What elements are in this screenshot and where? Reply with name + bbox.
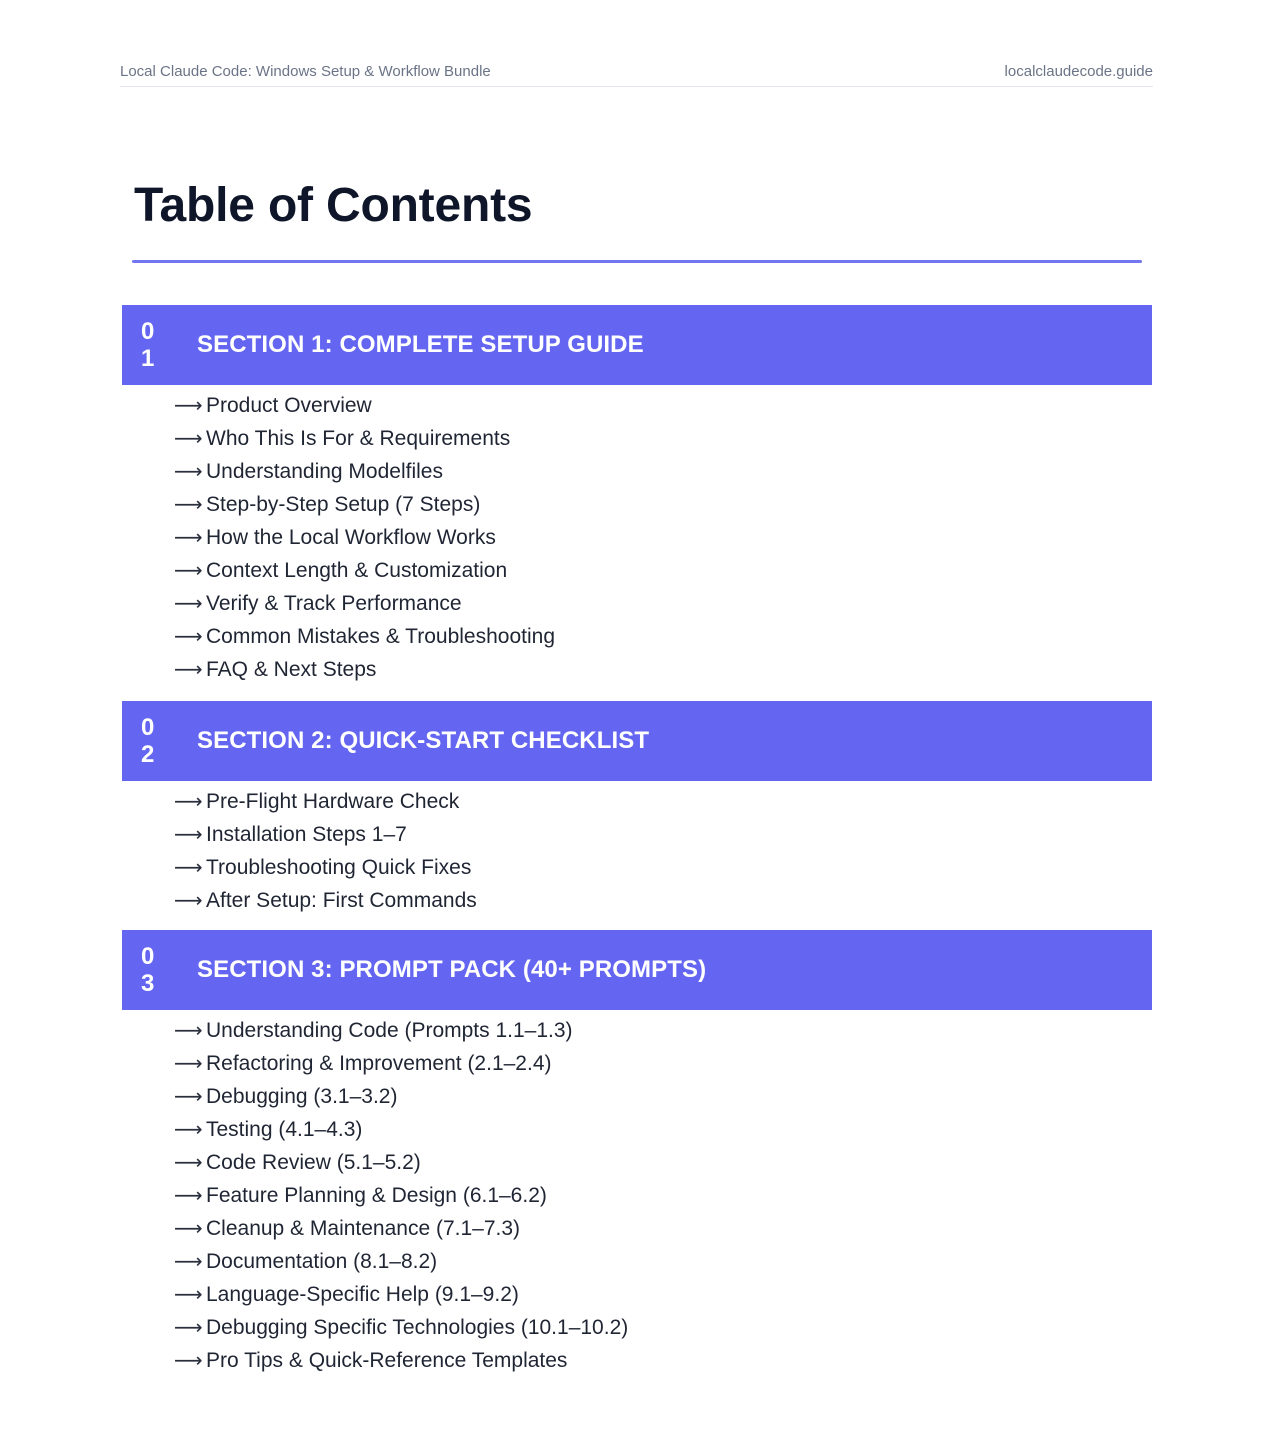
section-number: 0 2 [141, 714, 155, 768]
arrow-right-icon: ⟶ [174, 1283, 203, 1306]
arrow-right-icon: ⟶ [174, 1151, 203, 1174]
arrow-right-icon: ⟶ [174, 460, 203, 483]
arrow-right-icon: ⟶ [174, 1019, 203, 1042]
toc-item[interactable]: ⟶ Cleanup & Maintenance (7.1–7.3) [174, 1216, 521, 1240]
document-title-header: Local Claude Code: Windows Setup & Workflow Bundle [120, 63, 491, 80]
arrow-right-icon: ⟶ [174, 856, 203, 879]
toc-item[interactable]: ⟶ Understanding Code (Prompts 1.1–1.3) [174, 1018, 573, 1042]
section-title: SECTION 1: COMPLETE SETUP GUIDE [197, 331, 644, 358]
section-title: SECTION 2: QUICK-START CHECKLIST [197, 727, 650, 754]
toc-item[interactable]: ⟶ How the Local Workflow Works [174, 525, 496, 549]
toc-section-2 [122, 701, 1152, 917]
toc-item[interactable]: ⟶ FAQ & Next Steps [174, 657, 377, 681]
arrow-right-icon: ⟶ [174, 526, 203, 549]
arrow-right-icon: ⟶ [174, 559, 203, 582]
toc-section-1 [122, 305, 1152, 686]
toc-item[interactable]: ⟶ Code Review (5.1–5.2) [174, 1150, 421, 1174]
toc-item[interactable]: ⟶ Troubleshooting Quick Fixes [174, 855, 472, 879]
arrow-right-icon: ⟶ [174, 625, 203, 648]
toc-item[interactable]: ⟶ Feature Planning & Design (6.1–6.2) [174, 1183, 547, 1207]
toc-item[interactable]: ⟶ Product Overview [174, 393, 372, 417]
toc-item[interactable]: ⟶ Pre-Flight Hardware Check [174, 789, 460, 813]
arrow-right-icon: ⟶ [174, 1250, 203, 1273]
section-title: SECTION 3: PROMPT PACK (40+ PROMPTS) [197, 956, 707, 983]
toc-item[interactable]: ⟶ Verify & Track Performance [174, 591, 462, 615]
section-banner[interactable] [122, 930, 1152, 1010]
toc-item[interactable]: ⟶ Debugging Specific Technologies (10.1–10.2) [174, 1315, 629, 1339]
toc-item[interactable]: ⟶ Understanding Modelfiles [174, 459, 443, 483]
toc-item[interactable]: ⟶ Refactoring & Improvement (2.1–2.4) [174, 1051, 552, 1075]
arrow-right-icon: ⟶ [174, 1349, 203, 1372]
arrow-right-icon: ⟶ [174, 1217, 203, 1240]
arrow-right-icon: ⟶ [174, 1085, 203, 1108]
title-divider [132, 260, 1142, 263]
toc-item[interactable]: ⟶ Pro Tips & Quick-Reference Templates [174, 1348, 568, 1372]
arrow-right-icon: ⟶ [174, 592, 203, 615]
arrow-right-icon: ⟶ [174, 427, 203, 450]
section-banner[interactable] [122, 701, 1152, 781]
section-banner[interactable] [122, 305, 1152, 385]
toc-item[interactable]: ⟶ Installation Steps 1–7 [174, 822, 407, 846]
toc-section-3 [122, 930, 1152, 1377]
arrow-right-icon: ⟶ [174, 1052, 203, 1075]
toc-item[interactable]: ⟶ Who This Is For & Requirements [174, 426, 511, 450]
arrow-right-icon: ⟶ [174, 1118, 203, 1141]
section-number: 0 1 [141, 318, 155, 372]
section-number: 0 3 [141, 943, 155, 997]
arrow-right-icon: ⟶ [174, 790, 203, 813]
website-header: localclaudecode.guide [1004, 63, 1153, 80]
section-item-list [122, 785, 1152, 917]
section-item-list [122, 1014, 1152, 1377]
page-header [120, 62, 1153, 87]
arrow-right-icon: ⟶ [174, 394, 203, 417]
page-title: Table of Contents [134, 179, 533, 232]
arrow-right-icon: ⟶ [174, 823, 203, 846]
toc-item[interactable]: ⟶ Context Length & Customization [174, 558, 508, 582]
toc-item[interactable]: ⟶ Documentation (8.1–8.2) [174, 1249, 438, 1273]
toc-item[interactable]: ⟶ Testing (4.1–4.3) [174, 1117, 363, 1141]
arrow-right-icon: ⟶ [174, 889, 203, 912]
toc-item[interactable]: ⟶ Step-by-Step Setup (7 Steps) [174, 492, 481, 516]
toc-item[interactable]: ⟶ Common Mistakes & Troubleshooting [174, 624, 555, 648]
toc-item[interactable]: ⟶ After Setup: First Commands [174, 888, 477, 912]
section-item-list [122, 389, 1152, 686]
toc-item[interactable]: ⟶ Debugging (3.1–3.2) [174, 1084, 398, 1108]
arrow-right-icon: ⟶ [174, 493, 203, 516]
toc-item[interactable]: ⟶ Language-Specific Help (9.1–9.2) [174, 1282, 519, 1306]
arrow-right-icon: ⟶ [174, 1184, 203, 1207]
arrow-right-icon: ⟶ [174, 658, 203, 681]
arrow-right-icon: ⟶ [174, 1316, 203, 1339]
